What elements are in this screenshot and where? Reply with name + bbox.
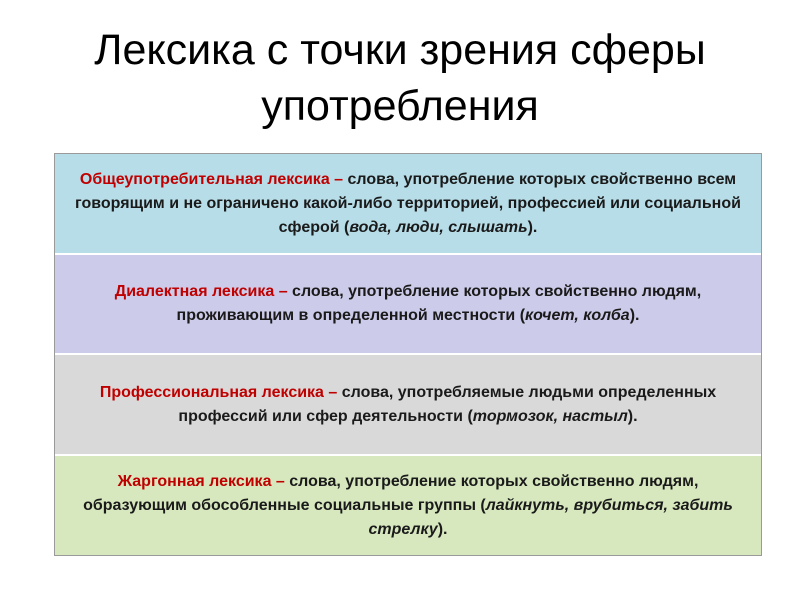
slide-title (0, 22, 800, 134)
closing-text: ). (437, 520, 448, 538)
definition-text: слова, употребление которых свойственно людям, проживающим в определенной местности ( (176, 283, 702, 324)
row-text (69, 280, 747, 328)
row-text (69, 381, 747, 429)
term-label: Жаргонная лексика – (117, 472, 285, 490)
closing-text: ). (627, 407, 638, 425)
definition-text: слова, употребление которых свойственно всем говорящим и не ограничено какой-либо территорией, профессией или социальной сферой ( (75, 170, 741, 236)
closing-text: ). (527, 218, 538, 236)
row-text (69, 168, 747, 240)
closing-text: ). (629, 307, 640, 324)
title-line-1: Лексика с точки зрения сферы (94, 26, 706, 74)
term-label: Диалектная лексика – (114, 283, 288, 300)
examples-text: лайкнуть, врубиться, забить стрелку (368, 496, 733, 538)
lexicon-table (54, 153, 762, 556)
title-line-2: употребления (261, 82, 539, 130)
row-dialect-lexicon (55, 255, 761, 355)
definition-text: слова, употребляемые людьми определенных профессий или сфер деятельности ( (178, 383, 717, 425)
row-common-lexicon (55, 154, 761, 255)
definition-text: слова, употребление которых свойственно людям, образующим обособленные социальные группы ( (83, 472, 699, 514)
row-jargon-lexicon (55, 456, 761, 555)
term-label: Общеупотребительная лексика – (79, 170, 344, 188)
term-label: Профессиональная лексика – (99, 383, 338, 401)
examples-text: кочет, колба (525, 307, 630, 324)
examples-text: тормозок, настыл (472, 407, 628, 425)
row-text (69, 470, 747, 542)
examples-text: вода, люди, слышать (349, 218, 528, 236)
row-professional-lexicon (55, 355, 761, 456)
